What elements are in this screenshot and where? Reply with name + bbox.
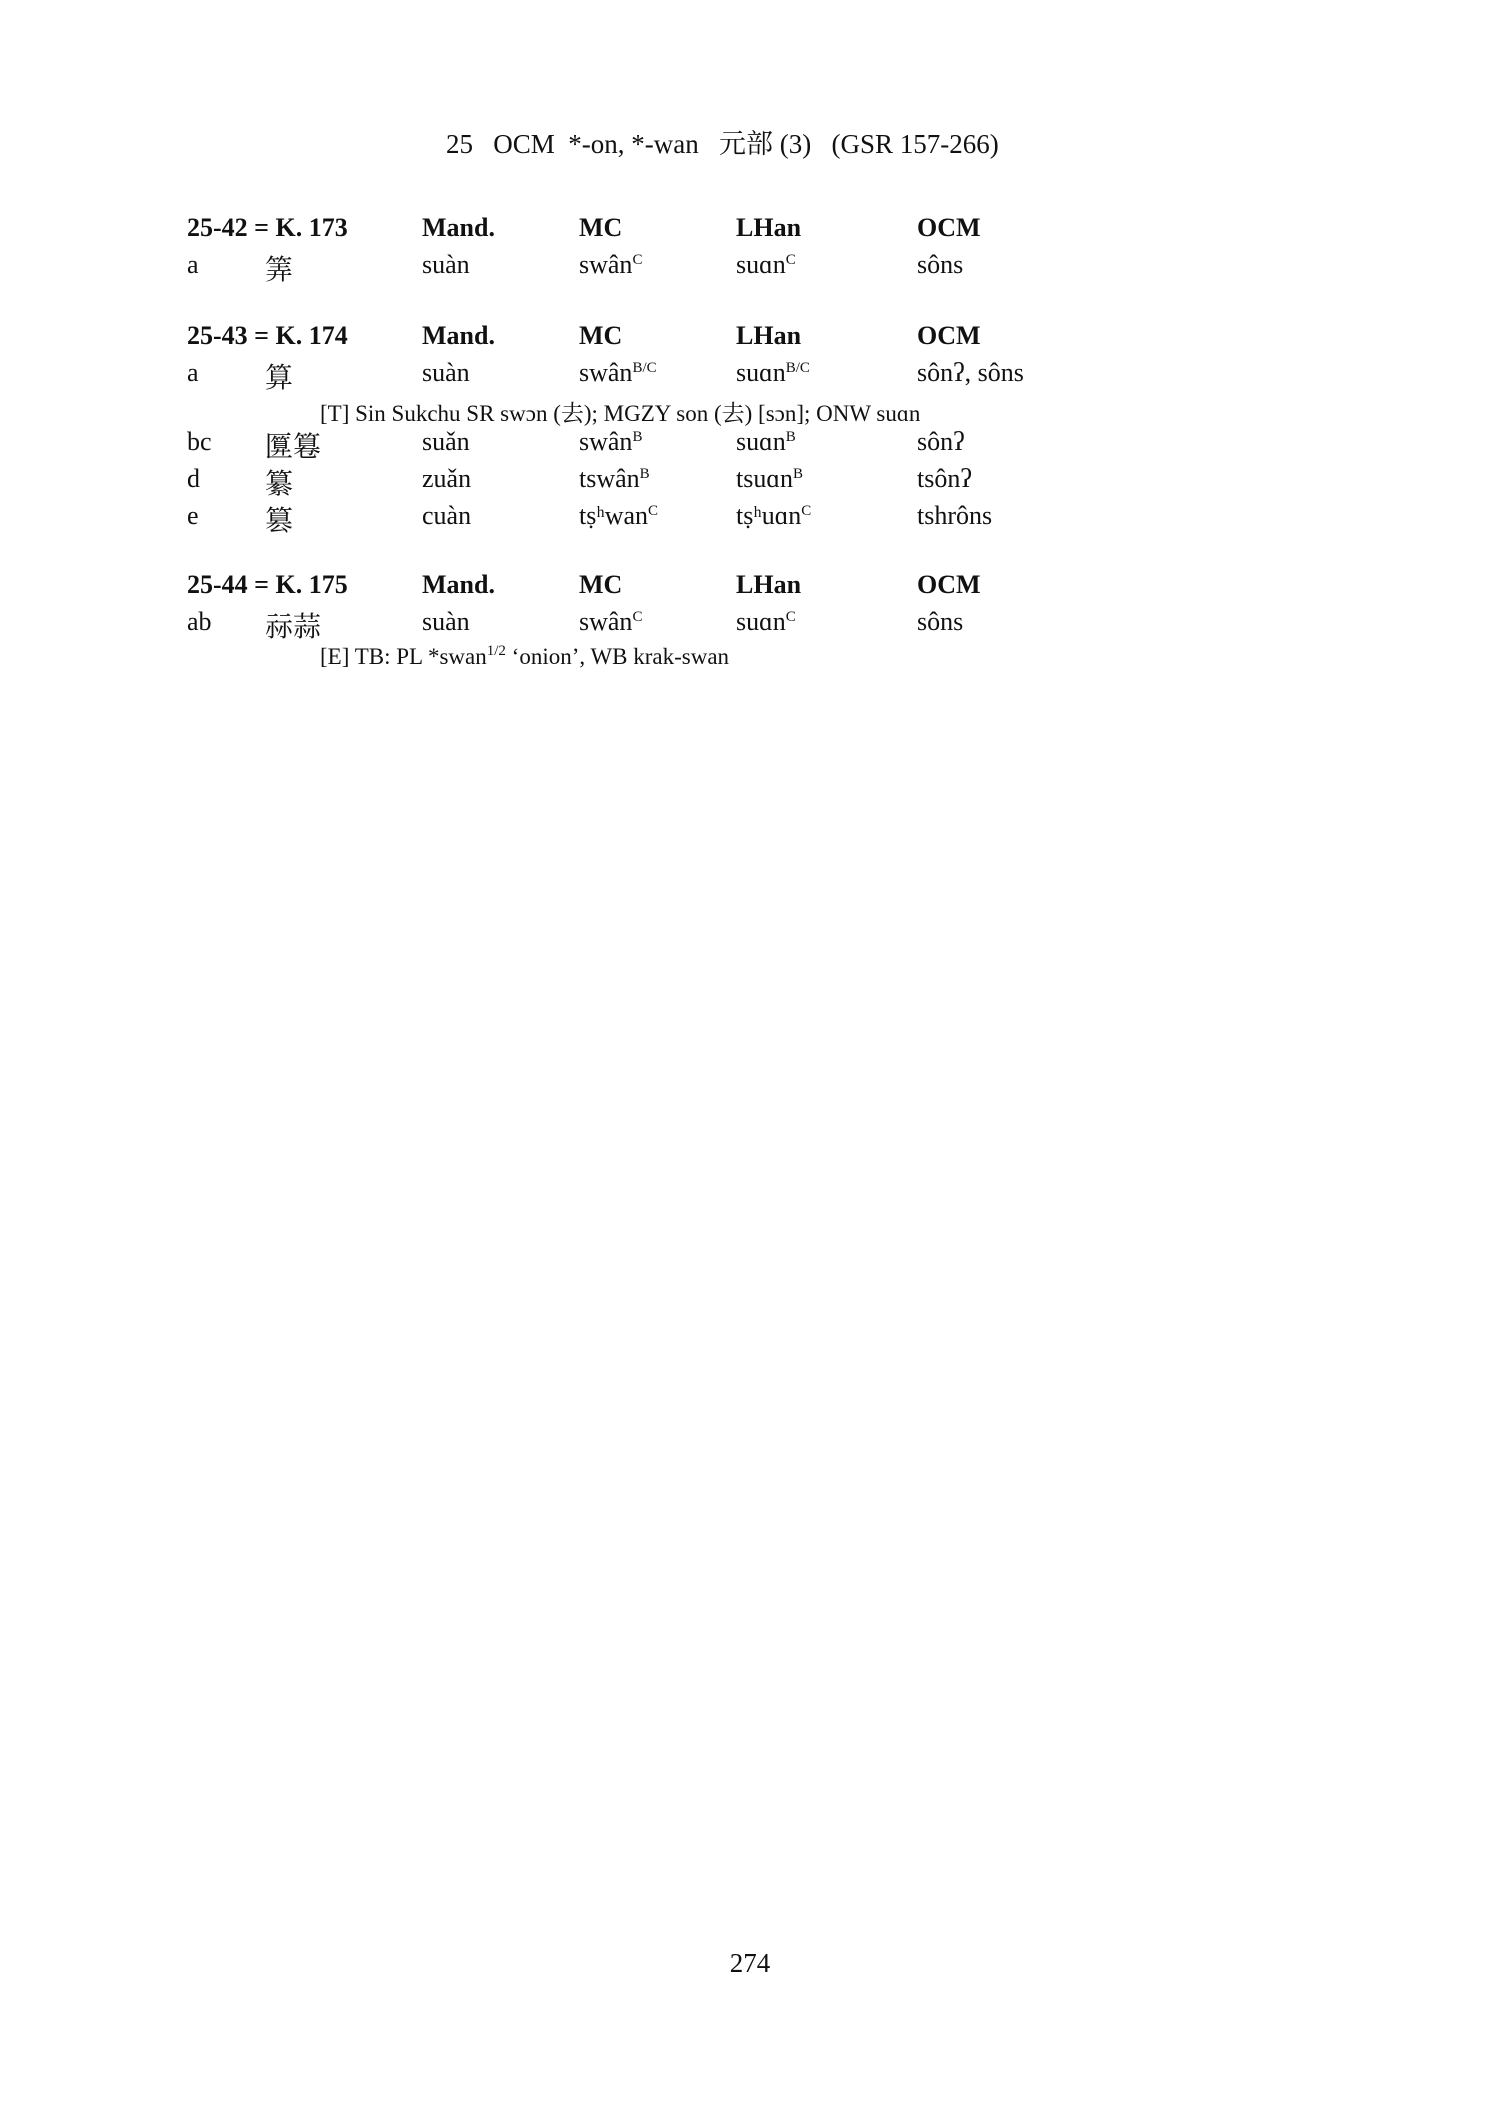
entry-ocm: sônʔ	[917, 427, 965, 456]
entry-ocm: tshrôns	[917, 501, 993, 530]
entry-mc: swân$^{B/C}$	[579, 358, 657, 387]
entry-row	[187, 607, 1387, 644]
group-header-row	[187, 321, 1387, 358]
entry-lhan: tsuɑn$^B$	[736, 464, 803, 493]
group-header-row	[187, 213, 1387, 250]
col-mand-header: Mand.	[422, 213, 495, 242]
entry-character: 纂	[265, 467, 294, 500]
col-mc-header: MC	[579, 213, 623, 242]
col-ocm-header: OCM	[917, 321, 981, 350]
entry-group-25-44	[187, 570, 1387, 676]
entry-note: [E] TB: PL *swan$^{1/2}$ ‘onion’, WB krak-swan	[320, 643, 730, 669]
entry-row	[187, 250, 1387, 287]
entry-lhan: suɑn$^C$	[736, 250, 796, 279]
page-number: 274	[729, 1948, 771, 1978]
entry-letter: ab	[187, 607, 212, 636]
entry-lhan: suɑn$^C$	[736, 607, 796, 636]
entry-mc: swân$^C$	[579, 250, 643, 279]
entry-letter: e	[187, 501, 199, 530]
entry-ocm: sônʔ, sôns	[917, 358, 1024, 387]
col-lhan-header: LHan	[736, 321, 802, 350]
col-ocm-header: OCM	[917, 213, 981, 242]
page-header: 25 OCM *-on, *-wan 元部 (3) (GSR 157-266)	[446, 129, 999, 159]
entry-character: 匴篹	[265, 430, 322, 463]
entry-mc: tṣʰwan$^C$	[579, 501, 659, 530]
col-mand-header: Mand.	[422, 570, 495, 599]
entry-ocm: sôns	[917, 607, 964, 636]
entry-group-25-42	[187, 213, 1387, 287]
group-id: 25-44 = K. 175	[187, 570, 348, 599]
entry-row	[187, 427, 1387, 464]
col-ocm-header: OCM	[917, 570, 981, 599]
entry-mc: tswân$^B$	[579, 464, 650, 493]
group-id: 25-42 = K. 173	[187, 213, 348, 242]
col-lhan-header: LHan	[736, 213, 802, 242]
entry-row	[187, 501, 1387, 538]
entry-row	[187, 358, 1387, 395]
entry-ocm: sôns	[917, 250, 964, 279]
group-id: 25-43 = K. 174	[187, 321, 348, 350]
entry-letter: d	[187, 464, 200, 493]
group-header-row	[187, 570, 1387, 607]
entry-mandarin: suàn	[422, 358, 470, 387]
entry-character: 筭	[265, 253, 294, 286]
entry-mc: swân$^C$	[579, 607, 643, 636]
entry-character: 篡	[265, 504, 294, 537]
entry-letter: a	[187, 358, 199, 387]
entry-mandarin: suàn	[422, 250, 470, 279]
entry-group-25-43	[187, 321, 1387, 538]
col-mc-header: MC	[579, 321, 623, 350]
entry-mandarin: cuàn	[422, 501, 472, 530]
col-mc-header: MC	[579, 570, 623, 599]
entry-character: 祘蒜	[265, 610, 322, 643]
entry-row	[187, 464, 1387, 501]
entry-ocm: tsônʔ	[917, 464, 972, 493]
entry-mc: swân$^B$	[579, 427, 643, 456]
entry-character: 算	[265, 361, 294, 394]
entry-mandarin: suàn	[422, 607, 470, 636]
col-mand-header: Mand.	[422, 321, 495, 350]
col-lhan-header: LHan	[736, 570, 802, 599]
entry-letter: bc	[187, 427, 212, 456]
entry-note: [T] Sin Sukchu SR swɔn (去); MGZY son (去) [sɔn]; ONW suɑn	[320, 401, 921, 426]
entry-letter: a	[187, 250, 199, 279]
entry-lhan: suɑn$^{B/C}$	[736, 358, 810, 387]
entry-lhan: suɑn$^B$	[736, 427, 796, 456]
entry-mandarin: suǎn	[422, 427, 470, 456]
entry-lhan: tṣʰuɑn$^C$	[736, 501, 812, 530]
entry-mandarin: zuǎn	[422, 464, 472, 493]
